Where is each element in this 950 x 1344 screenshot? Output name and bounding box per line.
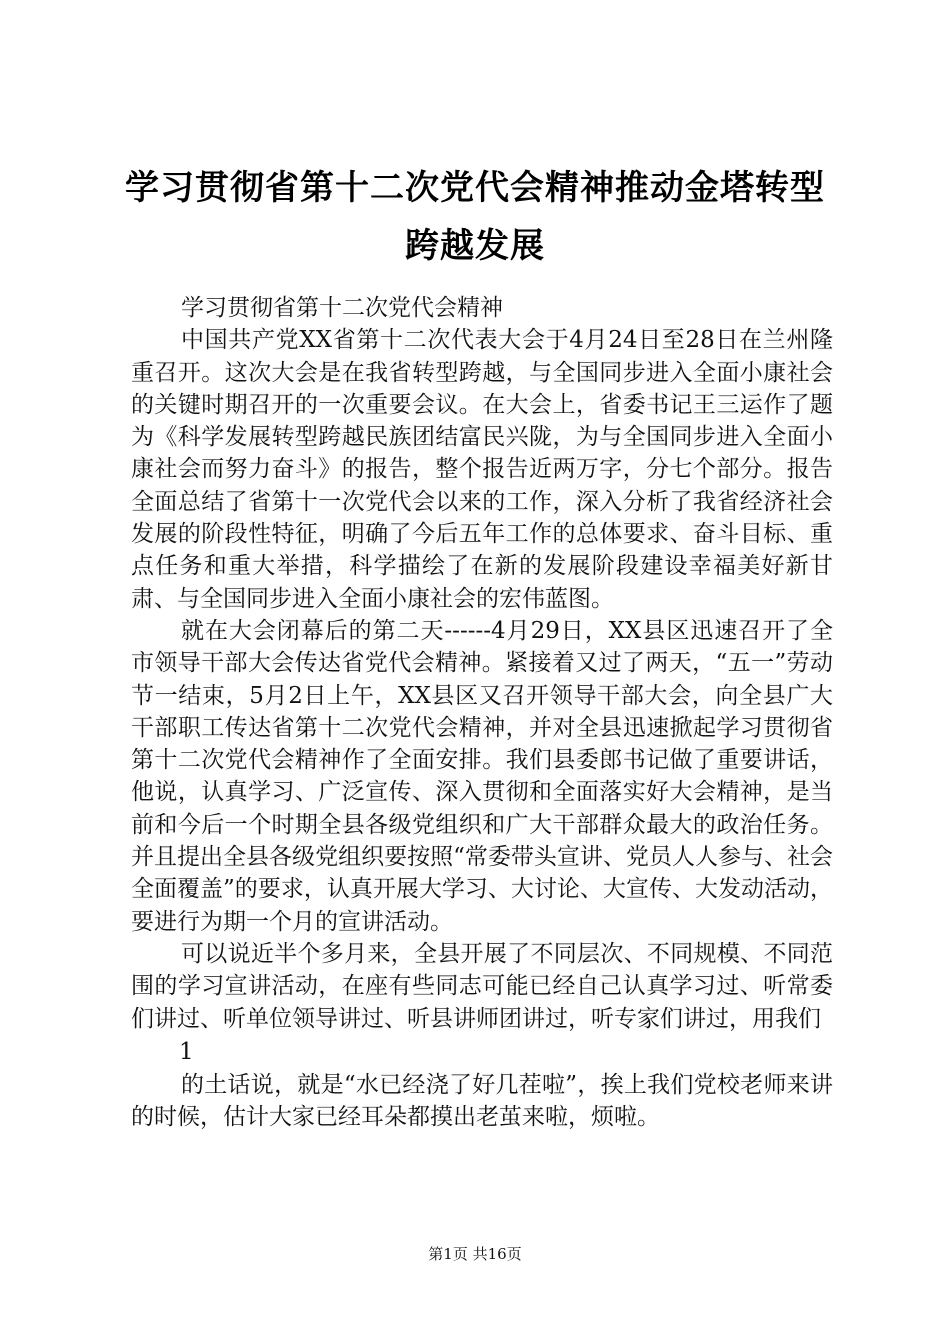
body-paragraph: 可以说近半个多月来，全县开展了不同层次、不同规模、不同范围的学习宣讲活动，在座有些同志可能已经自己认真学习过、听常委们讲过、听单位领导讲过、听县讲师团讲过，听专家们讲过，用我们 — [131, 940, 833, 1032]
page-footer: 第1页 共16页 — [428, 1245, 522, 1263]
body-paragraph-heading: 学习贯彻省第十二次党代会精神 — [181, 295, 503, 321]
document-body — [131, 292, 833, 1133]
document-title-line-2: 跨越发展 — [405, 226, 545, 266]
body-paragraph: 就在大会闭幕后的第二天------4月29日，XX县区迅速召开了全市领导干部大会传达省党代会精神。紧接着又过了两天，“五一”劳动节一结束，5月2日上午，XX县区又召开领导干部大会，向全县广大干部职工传达省第十二次党代会精神，并对全县迅速掀起学习贯彻省第十二次党代会精神作了全面安排。我们县委郎书记做了重要讲话，他说，认真学习、广泛宣传、深入贯彻和全面落实好大会精神，是当前和今后一个时期全县各级党组织和广大干部群众最大的政治任务。并且提出全县各级党组织要按照“常委带头宣讲、党员人人参与、社会全面覆盖”的要求，认真开展大学习、大讨论、大宣传、大发动活动，要进行为期一个月的宣讲活动。 — [131, 617, 833, 935]
document-title-line-1: 学习贯彻省第十二次党代会精神推动金塔转型 — [125, 168, 825, 208]
inline-page-marker: 1 — [179, 1038, 194, 1065]
body-paragraph: 中国共产党XX省第十二次代表大会于4月24日至28日在兰州隆重召开。这次大会是在我省转型跨越，与全国同步进入全面小康社会的关键时期召开的一次重要会议。在大会上，省委书记王三运作了题为《科学发展转型跨越民族团结富民兴陇，为与全国同步进入全面小康社会而努力奋斗》的报告，整个报告近两万字，分七个部分。报告全面总结了省第十一次党代会以来的工作，深入分析了我省经济社会发展的阶段性特征，明确了今后五年工作的总体要求、奋斗目标、重点任务和重大举措，科学描绘了在新的发展阶段建设幸福美好新甘肃、与全国同步进入全面小康社会的宏伟蓝图。 — [131, 327, 833, 612]
body-paragraph: 的土话说，就是“水已经浇了好几茬啦”，挨上我们党校老师来讲的时候，估计大家已经耳朵都摸出老茧来啦，烦啦。 — [131, 1071, 833, 1131]
